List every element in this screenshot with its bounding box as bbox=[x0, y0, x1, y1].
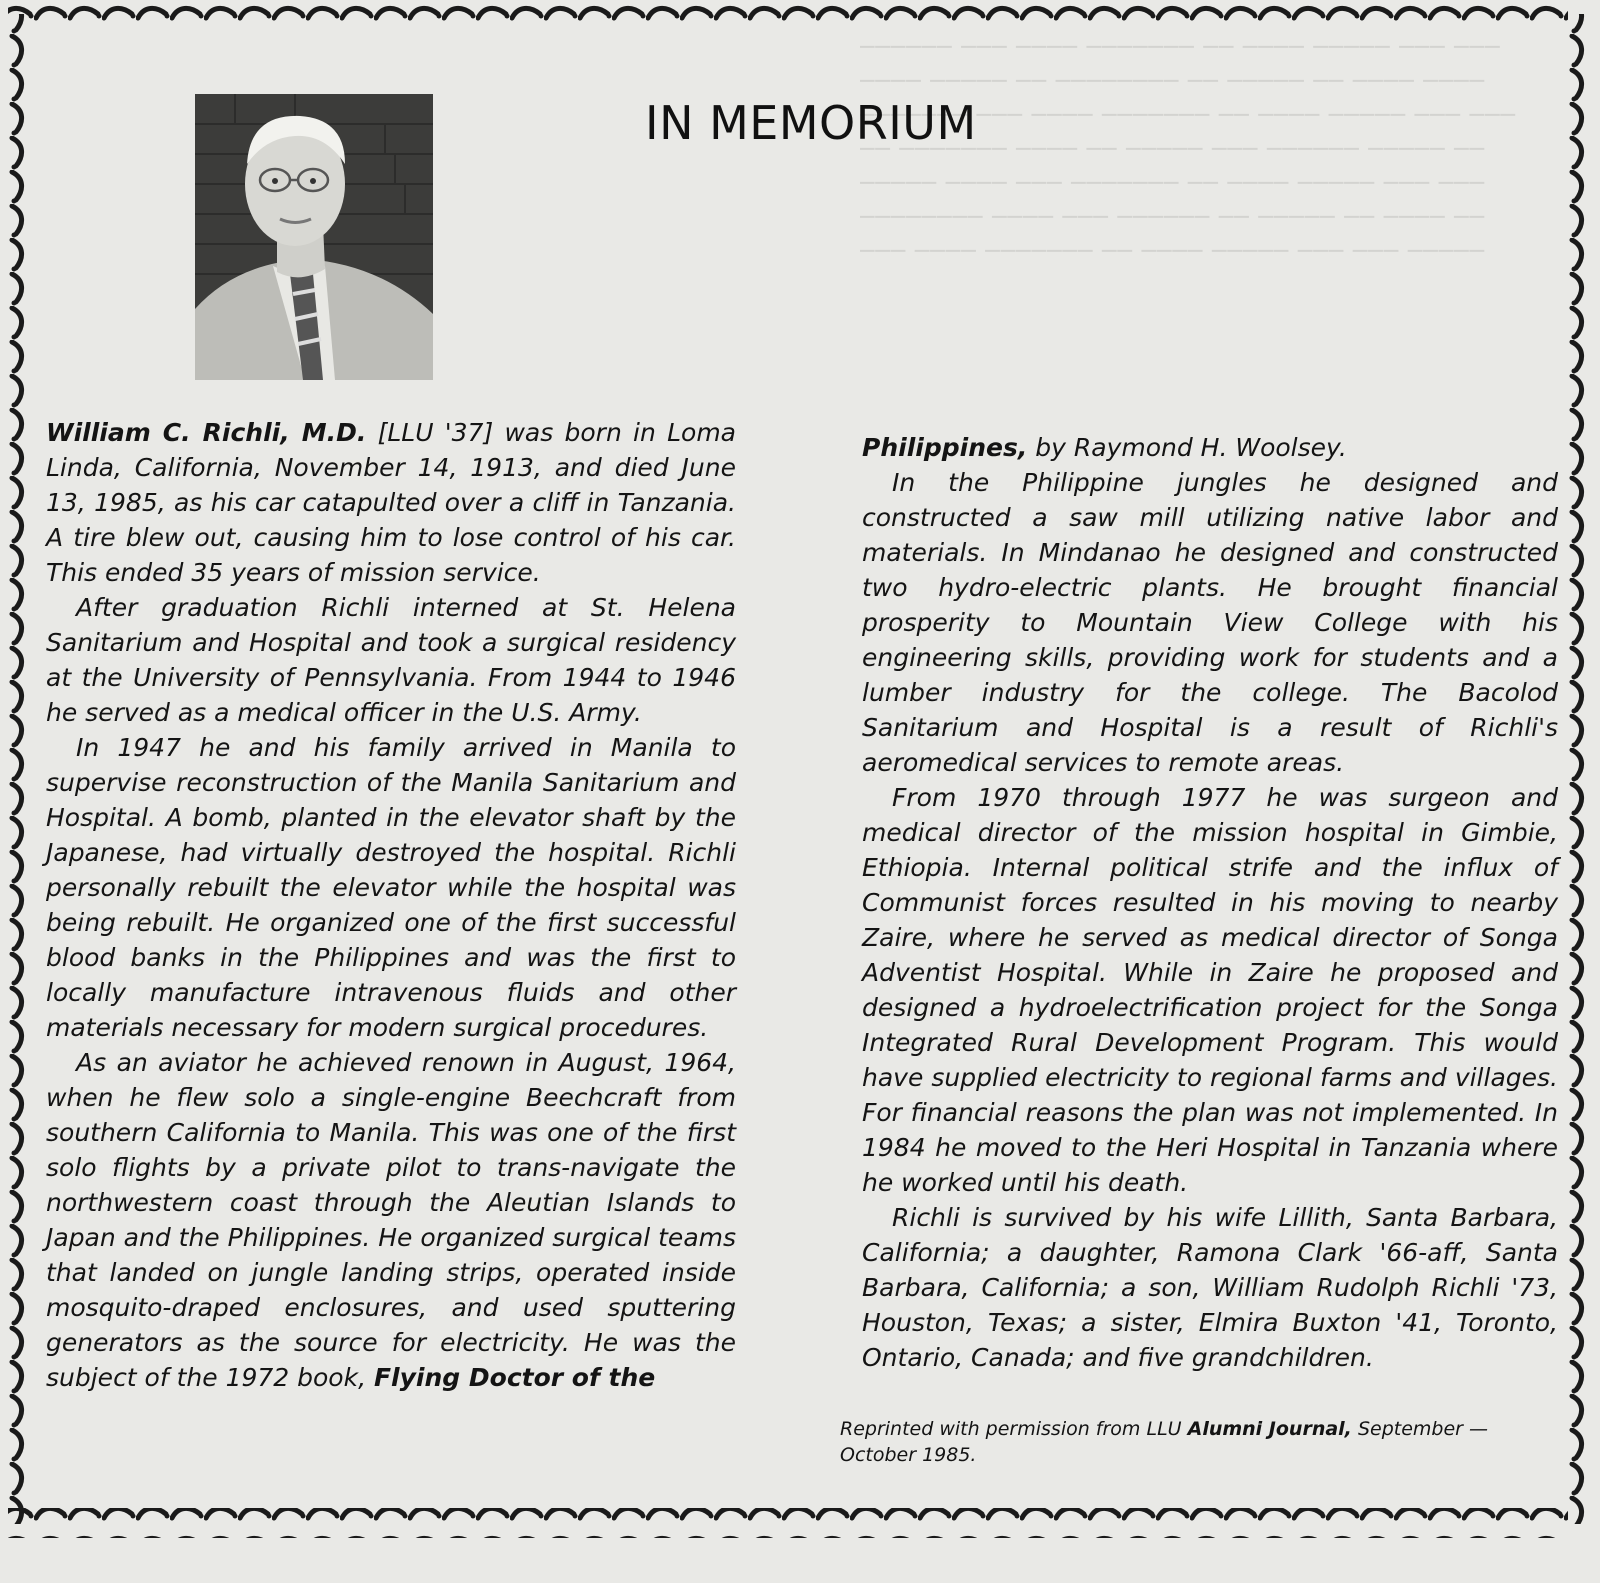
philippines-paragraph: In the Philippine jungles he designed and constructed a saw mill utilizing native labor and materials. In Mindanao he designed and constructed two hydro-electric plants. He brought financial prosperity to Mountain View College with his engineering skills, providing work for students and a lumber industry for the college. The Bacolod Sanitarium and Hospital is a result of Richli's aeromedical services to remote areas. bbox=[862, 468, 1558, 777]
portrait-image bbox=[195, 94, 433, 380]
book-title-part2: Philippines, bbox=[862, 433, 1028, 462]
intro-text: [LLU '37] was born in Loma Linda, California, November 14, 1913, and died June 13, 1985, as his car catapulted over a cliff in Tanzania. A tire blew out, causing him to lose control of his car. This ended 35 years of mission service. bbox=[46, 418, 736, 587]
journal-name: Alumni Journal, bbox=[1187, 1418, 1352, 1440]
book-title-part1: Flying Doctor of the bbox=[373, 1363, 656, 1392]
africa-paragraph: From 1970 through 1977 he was surgeon and medical director of the mission hospital in Gimbie, Ethiopia. Internal political strife and the influx of Communist forces resulted in his moving to nearby Zaire, where he served as medical director of Songa Adventist Hospital. While in Zaire he proposed and designed a hydroelectrification project for the Songa Integrated Rural Development Program. This would have supplied electricity to regional farms and villages. For financial reasons the plan was not implemented. In 1984 he moved to the Heri Hospital in Tanzania where he worked until his death. bbox=[862, 783, 1558, 1197]
bleed-through-text: ────── ─── ──── ─────── ── ──── ───── ─── ─── ──── ───── ── ──────── ── ───── ── ──── ──── ─────── ─── ──── ─────── ── ──── ───── ─── ─── ── ─────── ──── ── ───── ─── ────── ───── ── ───── ──── ─── ─────── ── ──── ───── ─── ─── ──────── ──── ─── ────── ── ───── ── ──── ── ─── ──── ─────── ── ──── ───── ─── ─── ───── bbox=[860, 33, 1517, 265]
education-paragraph: After graduation Richli interned at St. Helena Sanitarium and Hospital and took a surgical residency at the University of Pennsylvania. From 1944 to 1946 he served as a medical officer in the U.S. Army. bbox=[46, 593, 736, 727]
aviator-paragraph bbox=[46, 1045, 736, 1395]
reprint-note bbox=[840, 1416, 1550, 1468]
reprint-prefix: Reprinted with permission from LLU bbox=[840, 1418, 1188, 1440]
manila-paragraph: In 1947 he and his family arrived in Manila to supervise reconstruction of the Manila Sanitarium and Hospital. A bomb, planted in the elevator shaft by the Japanese, had virtually destroyed the hospital. Richli personally rebuilt the elevator while the hospital was being rebuilt. He organized one of the first successful blood banks in the Philippines and was the first to locally manufacture intravenous fluids and other materials necessary for modern surgical procedures. bbox=[46, 733, 736, 1042]
left-column bbox=[46, 415, 736, 1395]
page-title: IN MEMORIUM bbox=[645, 96, 977, 150]
survivors-paragraph: Richli is survived by his wife Lillith, Santa Barbara, California; a daughter, Ramona Clark '66-aff, Santa Barbara, California; a son, William Rudolph Richli '73, Houston, Texas; a sister, Elmira Buxton '41, Toronto, Ontario, Canada; and five grandchildren. bbox=[862, 1203, 1558, 1372]
aviator-text: As an aviator he achieved renown in August, 1964, when he flew solo a single-engine Beechcraft from southern California to Manila. This was one of the first solo flights by a private pilot to trans-navigate the northwestern coast through the Aleutian Islands to Japan and the Philippines. He organized surgical teams that landed on jungle landing strips, operated inside mosquito-draped enclosures, and used sputtering generators as the source for electricity. He was the subject of the 1972 book, bbox=[46, 1048, 737, 1392]
book-author: by Raymond H. Woolsey. bbox=[1027, 433, 1347, 462]
book-title-continuation bbox=[862, 430, 1558, 465]
subject-name: William C. Richli, M.D. bbox=[46, 418, 367, 447]
obituary-intro bbox=[46, 415, 736, 590]
reprint-date: September — October 1985. bbox=[840, 1418, 1489, 1466]
right-column bbox=[862, 430, 1558, 1375]
portrait-photo bbox=[195, 94, 433, 380]
